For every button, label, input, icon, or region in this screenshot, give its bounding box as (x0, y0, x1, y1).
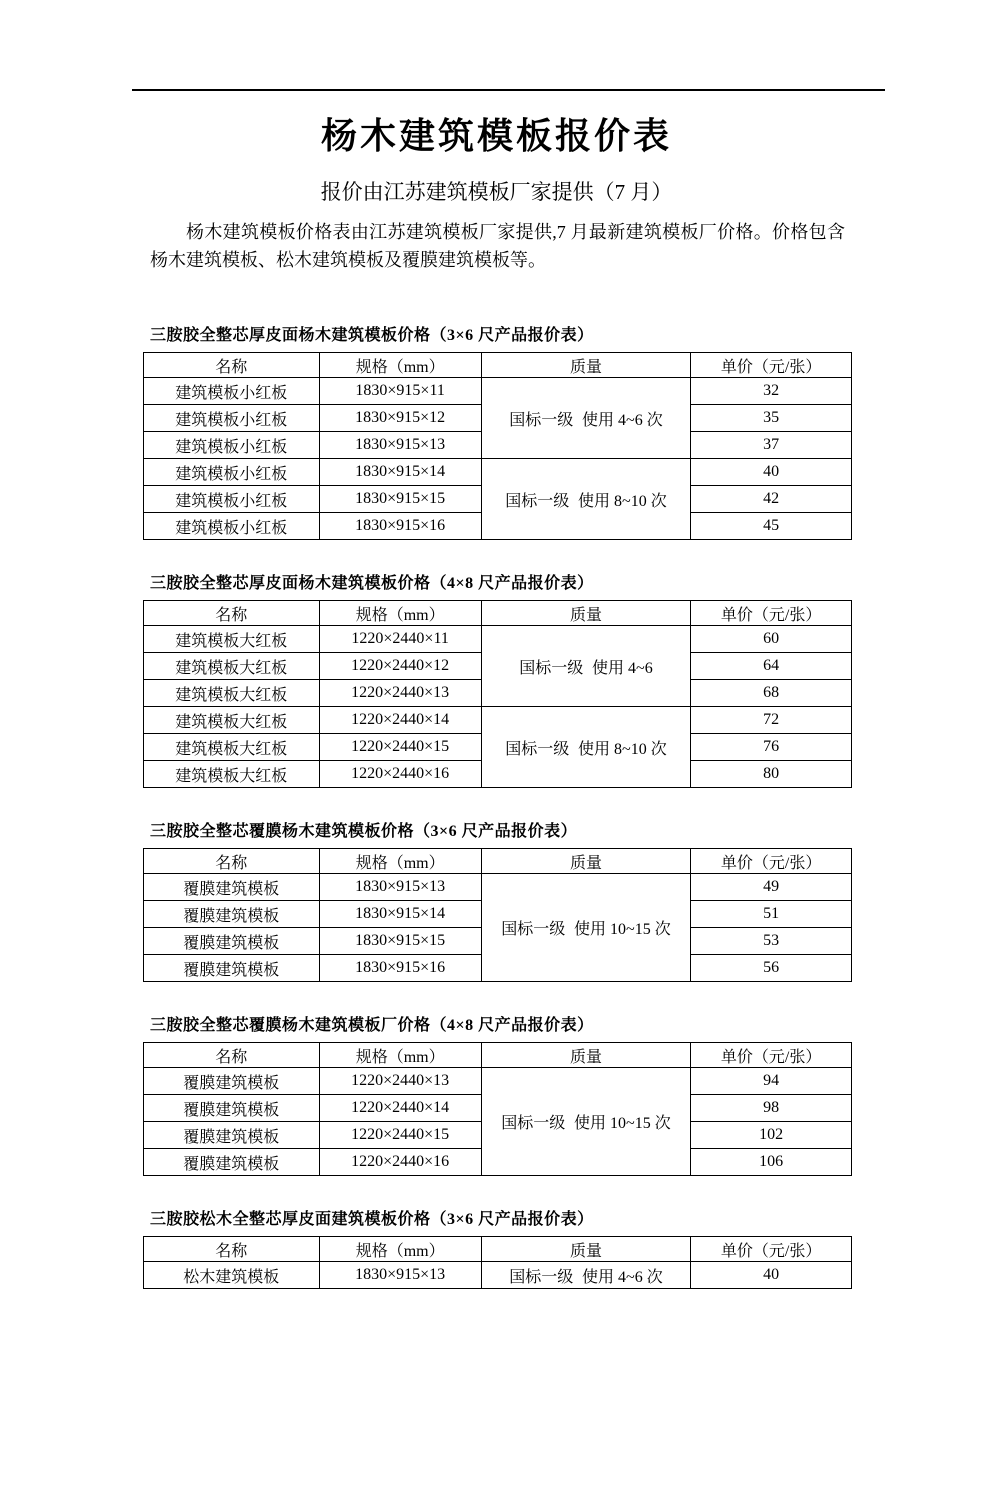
header-cell-spec: 规格（mm） (319, 353, 481, 378)
table-header-row (144, 353, 852, 378)
cell-name: 建筑模板小红板 (144, 486, 320, 513)
cell-name: 建筑模板大红板 (144, 761, 320, 788)
cell-price: 45 (691, 513, 852, 540)
table-title: 三胺胶全整芯厚皮面杨木建筑模板价格（3×6 尺产品报价表） (150, 327, 594, 344)
header-cell-spec: 规格（mm） (319, 601, 481, 626)
cell-price: 98 (691, 1095, 852, 1122)
cell-name: 覆膜建筑模板 (144, 1068, 320, 1095)
cell-price: 40 (691, 459, 852, 486)
header-cell-spec: 规格（mm） (319, 849, 481, 874)
header-cell-name: 名称 (144, 1043, 320, 1068)
cell-price: 60 (691, 626, 852, 653)
table-row (144, 874, 852, 901)
cell-price: 35 (691, 405, 852, 432)
cell-price: 56 (691, 955, 852, 982)
cell-name: 建筑模板大红板 (144, 734, 320, 761)
table-row (144, 707, 852, 734)
cell-name: 建筑模板小红板 (144, 459, 320, 486)
cell-spec: 1830×915×12 (319, 405, 481, 432)
cell-spec: 1220×2440×15 (319, 734, 481, 761)
cell-spec: 1830×915×13 (319, 874, 481, 901)
price-table (143, 1042, 852, 1176)
table-header-row (144, 849, 852, 874)
intro-paragraph: 杨木建筑模板价格表由江苏建筑模板厂家提供,7 月最新建筑模板厂价格。价格包含杨木建筑模板、松木建筑模板及覆膜建筑模板等。 (150, 222, 845, 270)
cell-price: 37 (691, 432, 852, 459)
cell-quality: 国标一级 使用 4~6 (481, 626, 691, 707)
header-cell-price: 单价（元/张） (691, 601, 852, 626)
page-subtitle: 报价由江苏建筑模板厂家提供（7 月） (320, 180, 673, 204)
cell-price: 40 (691, 1262, 852, 1289)
header-cell-name: 名称 (144, 353, 320, 378)
cell-name: 覆膜建筑模板 (144, 1149, 320, 1176)
tables-container (143, 322, 853, 1289)
cell-name: 建筑模板小红板 (144, 432, 320, 459)
cell-spec: 1220×2440×13 (319, 1068, 481, 1095)
cell-quality: 国标一级 使用 4~6 次 (481, 378, 691, 459)
cell-name: 建筑模板大红板 (144, 653, 320, 680)
table-section-5 (143, 1206, 853, 1289)
header-cell-quality: 质量 (481, 1043, 691, 1068)
cell-price: 76 (691, 734, 852, 761)
header-rule (132, 89, 885, 91)
price-table (143, 848, 852, 982)
table-title: 三胺胶全整芯覆膜杨木建筑模板价格（3×6 尺产品报价表） (150, 823, 578, 840)
table-section-1 (143, 322, 853, 540)
cell-spec: 1220×2440×16 (319, 761, 481, 788)
cell-spec: 1830×915×16 (319, 955, 481, 982)
cell-quality: 国标一级 使用 4~6 次 (481, 1262, 691, 1289)
cell-name: 建筑模板大红板 (144, 626, 320, 653)
cell-spec: 1220×2440×14 (319, 1095, 481, 1122)
cell-spec: 1830×915×11 (319, 378, 481, 405)
table-title: 三胺胶全整芯厚皮面杨木建筑模板价格（4×8 尺产品报价表） (150, 575, 594, 592)
cell-price: 64 (691, 653, 852, 680)
cell-name: 建筑模板大红板 (144, 707, 320, 734)
cell-name: 建筑模板小红板 (144, 378, 320, 405)
cell-spec: 1220×2440×12 (319, 653, 481, 680)
table-title: 三胺胶松木全整芯厚皮面建筑模板价格（3×6 尺产品报价表） (150, 1211, 594, 1228)
price-table (143, 352, 852, 540)
table-row (144, 626, 852, 653)
cell-price: 72 (691, 707, 852, 734)
page-title: 杨木建筑模板报价表 (320, 116, 672, 157)
cell-spec: 1220×2440×14 (319, 707, 481, 734)
cell-spec: 1830×915×15 (319, 486, 481, 513)
cell-spec: 1830×915×16 (319, 513, 481, 540)
cell-price: 49 (691, 874, 852, 901)
cell-price: 32 (691, 378, 852, 405)
header-cell-quality: 质量 (481, 601, 691, 626)
cell-price: 80 (691, 761, 852, 788)
table-header-row (144, 601, 852, 626)
cell-quality: 国标一级 使用 10~15 次 (481, 874, 691, 982)
price-table (143, 600, 852, 788)
cell-spec: 1830×915×13 (319, 1262, 481, 1289)
table-section-4 (143, 1012, 853, 1176)
table-header-row (144, 1237, 852, 1262)
cell-spec: 1220×2440×15 (319, 1122, 481, 1149)
cell-price: 68 (691, 680, 852, 707)
cell-spec: 1830×915×15 (319, 928, 481, 955)
cell-spec: 1830×915×14 (319, 901, 481, 928)
cell-price: 102 (691, 1122, 852, 1149)
cell-name: 覆膜建筑模板 (144, 1095, 320, 1122)
table-title: 三胺胶全整芯覆膜杨木建筑模板厂价格（4×8 尺产品报价表） (150, 1017, 594, 1034)
header-cell-price: 单价（元/张） (691, 1237, 852, 1262)
header-cell-name: 名称 (144, 849, 320, 874)
cell-quality: 国标一级 使用 10~15 次 (481, 1068, 691, 1176)
price-table (143, 1236, 852, 1289)
cell-name: 建筑模板大红板 (144, 680, 320, 707)
cell-quality: 国标一级 使用 8~10 次 (481, 707, 691, 788)
cell-price: 42 (691, 486, 852, 513)
header-cell-price: 单价（元/张） (691, 353, 852, 378)
table-section-3 (143, 818, 853, 982)
cell-spec: 1830×915×14 (319, 459, 481, 486)
table-section-2 (143, 570, 853, 788)
cell-name: 松木建筑模板 (144, 1262, 320, 1289)
cell-spec: 1830×915×13 (319, 432, 481, 459)
header-cell-price: 单价（元/张） (691, 849, 852, 874)
cell-spec: 1220×2440×16 (319, 1149, 481, 1176)
header-cell-price: 单价（元/张） (691, 1043, 852, 1068)
cell-name: 覆膜建筑模板 (144, 1122, 320, 1149)
cell-name: 建筑模板小红板 (144, 405, 320, 432)
header-cell-name: 名称 (144, 1237, 320, 1262)
header-cell-name: 名称 (144, 601, 320, 626)
cell-spec: 1220×2440×13 (319, 680, 481, 707)
cell-name: 建筑模板小红板 (144, 513, 320, 540)
cell-price: 51 (691, 901, 852, 928)
header-cell-quality: 质量 (481, 1237, 691, 1262)
cell-price: 94 (691, 1068, 852, 1095)
cell-name: 覆膜建筑模板 (144, 874, 320, 901)
table-row (144, 459, 852, 486)
cell-price: 106 (691, 1149, 852, 1176)
table-header-row (144, 1043, 852, 1068)
cell-name: 覆膜建筑模板 (144, 928, 320, 955)
table-row (144, 378, 852, 405)
cell-name: 覆膜建筑模板 (144, 955, 320, 982)
cell-spec: 1220×2440×11 (319, 626, 481, 653)
table-row (144, 1262, 852, 1289)
header-cell-spec: 规格（mm） (319, 1043, 481, 1068)
cell-quality: 国标一级 使用 8~10 次 (481, 459, 691, 540)
header-cell-quality: 质量 (481, 353, 691, 378)
document-page (0, 89, 993, 1493)
cell-price: 53 (691, 928, 852, 955)
header-cell-spec: 规格（mm） (319, 1237, 481, 1262)
header-cell-quality: 质量 (481, 849, 691, 874)
cell-name: 覆膜建筑模板 (144, 901, 320, 928)
table-row (144, 1068, 852, 1095)
